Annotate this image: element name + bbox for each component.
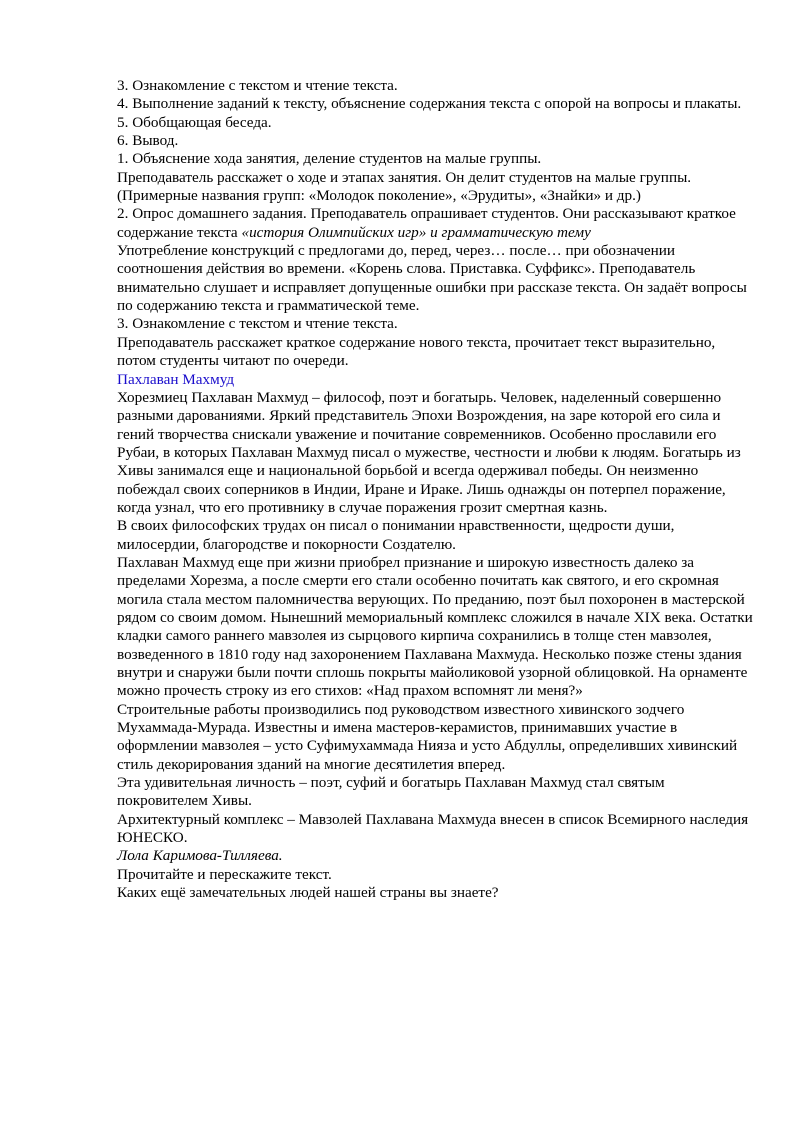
text-heading-link[interactable]: Пахлаван Махмуд <box>117 370 235 388</box>
text-paragraph: Архитектурный комплекс – Мавзолей Пахлавана Махмуда внесен в список Всемирного наследия ЮНЕСКО. <box>117 810 749 847</box>
plan-step-5: 5. Обобщающая беседа. <box>117 113 272 131</box>
text-paragraph: Хорезмиец Пахлаван Махмуд – философ, поэт и богатырь. Человек, наделенный совершенно разными дарованиями. Яркий представитель Эпохи Возрождения, на заре которой его сила и гений творчества снискали уважение и почитание современников. Особенно прославили его Рубаи, в которых Пахлаван Махмуд писал о мужестве, честности и любви к людям. Богатырь из Хивы занимался еще и национальной борьбой и всегда одерживал победы. Он неизменно побеждал своих соперников в Индии, Иране и Ираке. Лишь однажды он потерпел поражение, когда узнал, что его противнику в случае поражения грозит смертная казнь. <box>117 388 741 516</box>
section-2-title <box>117 205 757 242</box>
section-2-topic: «история Олимпийских игр» и грамматическую тему <box>241 223 591 241</box>
text-author: Лола Каримова-Тилляева. <box>117 847 283 865</box>
task-question: Каких ещё замечательных людей нашей страны вы знаете? <box>117 884 499 902</box>
plan-step-4: 4. Выполнение заданий к тексту, объяснение содержания текста с опорой на вопросы и плакаты. <box>117 95 742 113</box>
section-3-body: Преподаватель расскажет краткое содержание нового текста, прочитает текст выразительно, потом студенты читают по очереди. <box>117 333 716 370</box>
section-1-body: Преподаватель расскажет о ходе и этапах занятия. Он делит студентов на малые группы. (Примерные названия групп: «Молодок поколение», «Эрудиты», «Знайки» и др.) <box>117 168 692 205</box>
section-2-title-text: 2. Опрос домашнего задания. Преподаватель опрашивает студентов. Они рассказывают краткое содержание текста <box>117 205 736 241</box>
plan-step-6: 6. Вывод. <box>117 132 179 150</box>
plan-step-3: 3. Ознакомление с текстом и чтение текста. <box>117 77 398 94</box>
text-paragraph: Эта удивительная личность – поэт, суфий и богатырь Пахлаван Махмуд стал святым покровителем Хивы. <box>117 774 665 810</box>
section-1-title: 1. Объяснение хода занятия, деление студентов на малые группы. <box>117 150 542 168</box>
task-retell: Прочитайте и перескажите текст. <box>117 865 332 883</box>
section-2-body: Употребление конструкций с предлогами до, перед, через… после… при обозначении соотношения действия во времени. «Корень слова. Приставка. Суффикс». Преподаватель внимательно слушает и исправляет допущенные ошибки при рассказе текста. Он задаёт вопросы по содержанию текста и грамматической теме. <box>117 242 747 315</box>
text-paragraph: Пахлаван Махмуд еще при жизни приобрел признание и широкую известность далеко за пределами Хорезма, а после смерти его стали особенно почитать как святого, и его скромная могила стала местом паломничества верующих. По преданию, поэт был похоронен в мастерской рядом со своим домом. Нынешний мемориальный комплекс сложился в начале XIX века. Остатки кладки самого раннего мавзолея из сырцового кирпича сохранились в толще стен мавзолея, возведенного в 1810 году над захоронением Пахлавана Махмуда. Несколько позже стены здания внутри и снаружи были почти сплошь покрыты майоликовой узорной облицовкой. На орнаменте можно прочесть строку из его стихов: «Над прахом вспомнят ли меня?» <box>117 553 753 700</box>
document-page <box>117 77 757 902</box>
text-paragraph: В своих философских трудах он писал о понимании нравственности, щедрости души, милосердии, благородстве и покорности Создателю. <box>117 517 675 553</box>
text-paragraph: Строительные работы производились под руководством известного хивинского зодчего Мухаммада-Мурада. Известны и имена мастеров-керамистов, принимавших участие в оформлении мавзолея – усто Суфимухаммада Нияза и усто Абдуллы, определивших хивинский стиль декорирования зданий на многие десятилетия вперед. <box>117 700 738 773</box>
section-3-title: 3. Ознакомление с текстом и чтение текста. <box>117 315 398 333</box>
